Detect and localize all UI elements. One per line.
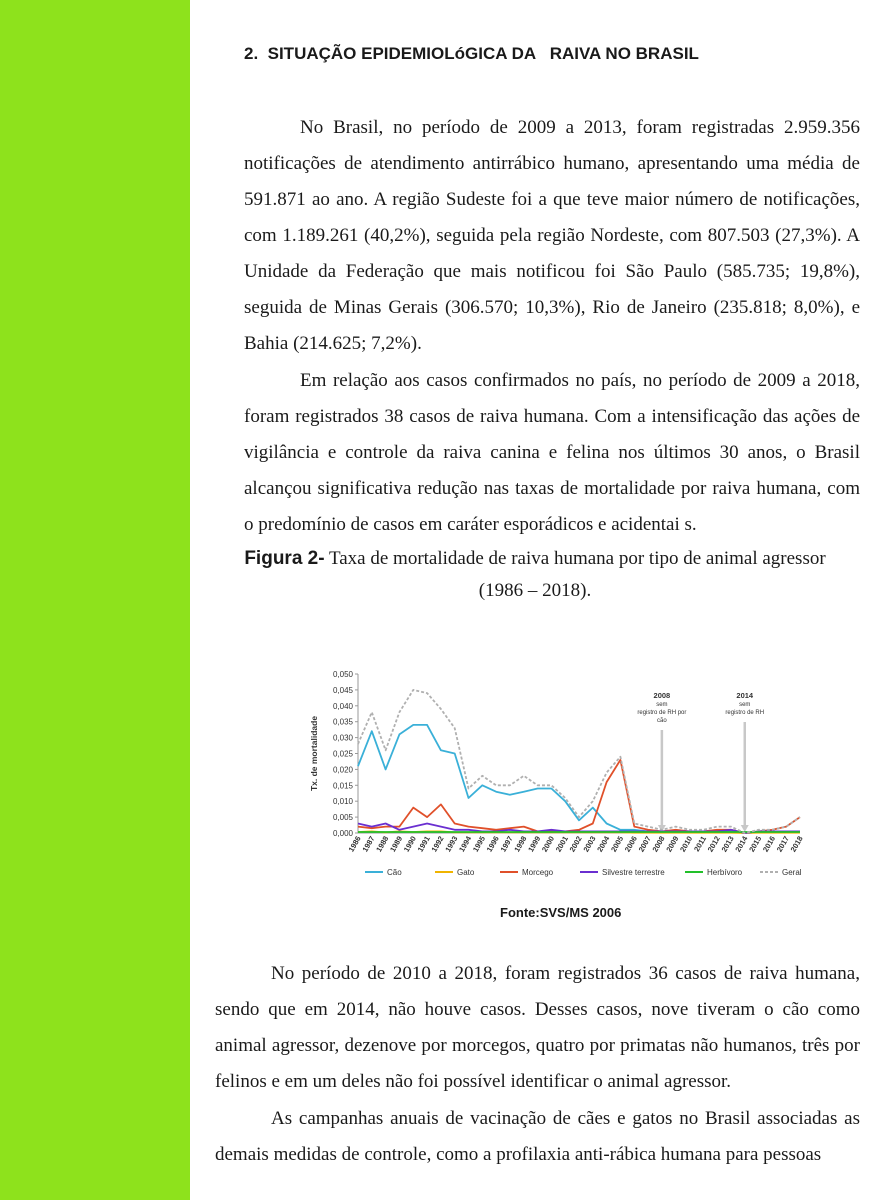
annotation-text: sem xyxy=(739,702,751,708)
legend-label: Gato xyxy=(457,868,475,877)
y-tick-label: 0,030 xyxy=(332,733,353,743)
x-tick-label: 1998 xyxy=(512,834,529,854)
x-tick-label: 2000 xyxy=(539,834,557,854)
mortality-line-chart xyxy=(305,660,815,885)
figure-caption-years: (1986 – 2018). xyxy=(478,580,592,601)
y-tick-label: 0,035 xyxy=(332,717,353,727)
x-tick-label: 1991 xyxy=(415,834,432,854)
legend-label: Herbívoro xyxy=(707,868,743,877)
y-tick-label: 0,010 xyxy=(332,797,353,807)
y-tick-label: 0,045 xyxy=(332,685,353,695)
figure-caption-text: Taxa de mortalidade de raiva humana por tipo de animal agressor xyxy=(324,548,826,569)
y-tick-label: 0,000 xyxy=(332,829,353,838)
paragraph-3-text: No período de 2010 a 2018, foram registrados 36 casos de raiva humana, sendo que em 2014, não houve casos. Desses casos, nove tiveram o cão como animal agressor, dezenove por morcegos, quatro por primatas não humanos, três por felinos e em um deles não foi possível identificar o animal agressor. xyxy=(215,963,860,1092)
x-tick-label: 2003 xyxy=(581,834,598,854)
y-tick-label: 0,025 xyxy=(332,749,353,759)
x-tick-label: 2018 xyxy=(788,834,805,854)
legend-label: Silvestre terrestre xyxy=(602,868,665,877)
y-tick-label: 0,015 xyxy=(332,781,353,791)
legend-label: Morcego xyxy=(522,868,554,877)
paragraph-3 xyxy=(215,956,860,1100)
section-heading: 2. SITUAÇÃO EPIDEMIOLóGICA DA RAIVA NO BRASIL xyxy=(244,44,699,63)
x-tick-label: 1989 xyxy=(388,834,405,854)
x-tick-label: 2012 xyxy=(705,834,722,854)
x-tick-label: 1999 xyxy=(526,834,543,854)
annotation-text: sem xyxy=(656,702,668,708)
x-tick-label: 2015 xyxy=(747,834,764,854)
x-tick-label: 1986 xyxy=(346,834,363,854)
x-tick-label: 1988 xyxy=(374,834,391,854)
x-tick-label: 2005 xyxy=(609,834,626,854)
paragraph-4-text: As campanhas anuais de vacinação de cães e gatos no Brasil associadas as demais medidas de controle, como a profilaxia anti-rábica humana para pessoas xyxy=(215,1108,860,1165)
y-tick-label: 0,005 xyxy=(332,813,353,823)
paragraph-1 xyxy=(244,110,860,362)
legend-label: Cão xyxy=(387,868,402,877)
annotation-text: registro de RH por xyxy=(637,710,687,716)
paragraph-2-text: Em relação aos casos confirmados no país, no período de 2009 a 2018, foram registrados 38 casos de raiva humana. Com a intensificação das ações de vigilância e controle da raiva canina e felina nos últimos 30 anos, o Brasil alcançou significativa redução nas taxas de mortalidade por raiva humana, com o predomínio de casos em caráter esporádicos e acidentai s. xyxy=(244,370,860,535)
sidebar-band xyxy=(0,0,190,1200)
x-tick-label: 1994 xyxy=(457,834,474,854)
x-tick-label: 1987 xyxy=(360,834,377,854)
paragraph-1-text: No Brasil, no período de 2009 a 2013, foram registradas 2.959.356 notificações de atendimento antirrábico humano, apresentando uma média de 591.871 ao ano. A região Sudeste foi a que teve maior número de notificações, com 1.189.261 (40,2%), seguida pela região Nordeste, com 807.503 (27,3%). A Unidade da Federação que mais notificou foi São Paulo (585.735; 19,8%), seguida de Minas Gerais (306.570; 10,3%), Rio de Janeiro (235.818; 8,0%), e Bahia (214.625; 7,2%). xyxy=(244,117,860,354)
annotation-text: registro de RH xyxy=(725,710,765,716)
x-tick-label: 2017 xyxy=(774,834,791,854)
x-tick-label: 2007 xyxy=(636,834,653,854)
x-tick-label: 2010 xyxy=(678,834,695,854)
series-line-morcego xyxy=(358,760,800,833)
x-tick-label: 2006 xyxy=(622,834,639,854)
x-tick-label: 1995 xyxy=(470,834,488,854)
x-tick-label: 1990 xyxy=(401,834,418,854)
x-tick-label: 2001 xyxy=(553,834,570,854)
annotation-text: 2014 xyxy=(736,691,754,700)
paragraph-4 xyxy=(215,1101,860,1173)
x-tick-label: 2014 xyxy=(733,834,750,854)
annotation-text: 2008 xyxy=(653,691,671,700)
x-tick-label: 1993 xyxy=(443,834,460,854)
paragraph-2 xyxy=(244,363,860,543)
y-tick-label: 0,050 xyxy=(332,670,353,679)
annotation-text: cão xyxy=(657,718,667,724)
x-tick-label: 1992 xyxy=(429,834,446,854)
y-tick-label: 0,020 xyxy=(332,765,353,775)
x-tick-label: 2002 xyxy=(567,834,584,854)
annotation-arrowhead xyxy=(741,825,749,832)
figure-caption xyxy=(200,543,870,607)
x-tick-label: 2008 xyxy=(650,834,667,854)
x-tick-label: 1997 xyxy=(498,834,515,854)
x-tick-label: 2004 xyxy=(595,834,612,854)
x-tick-label: 2011 xyxy=(692,834,709,854)
y-tick-label: 0,040 xyxy=(332,701,353,711)
x-tick-label: 1996 xyxy=(484,834,501,854)
x-tick-label: 2013 xyxy=(719,834,736,854)
x-tick-label: 2016 xyxy=(760,834,778,854)
figure-label: Figura 2- xyxy=(244,548,325,569)
legend-label: Geral xyxy=(782,868,802,877)
y-axis-label: Tx. de mortalidade xyxy=(309,715,319,792)
x-tick-label: 2009 xyxy=(664,834,681,854)
figure-source: Fonte:SVS/MS 2006 xyxy=(500,905,622,920)
